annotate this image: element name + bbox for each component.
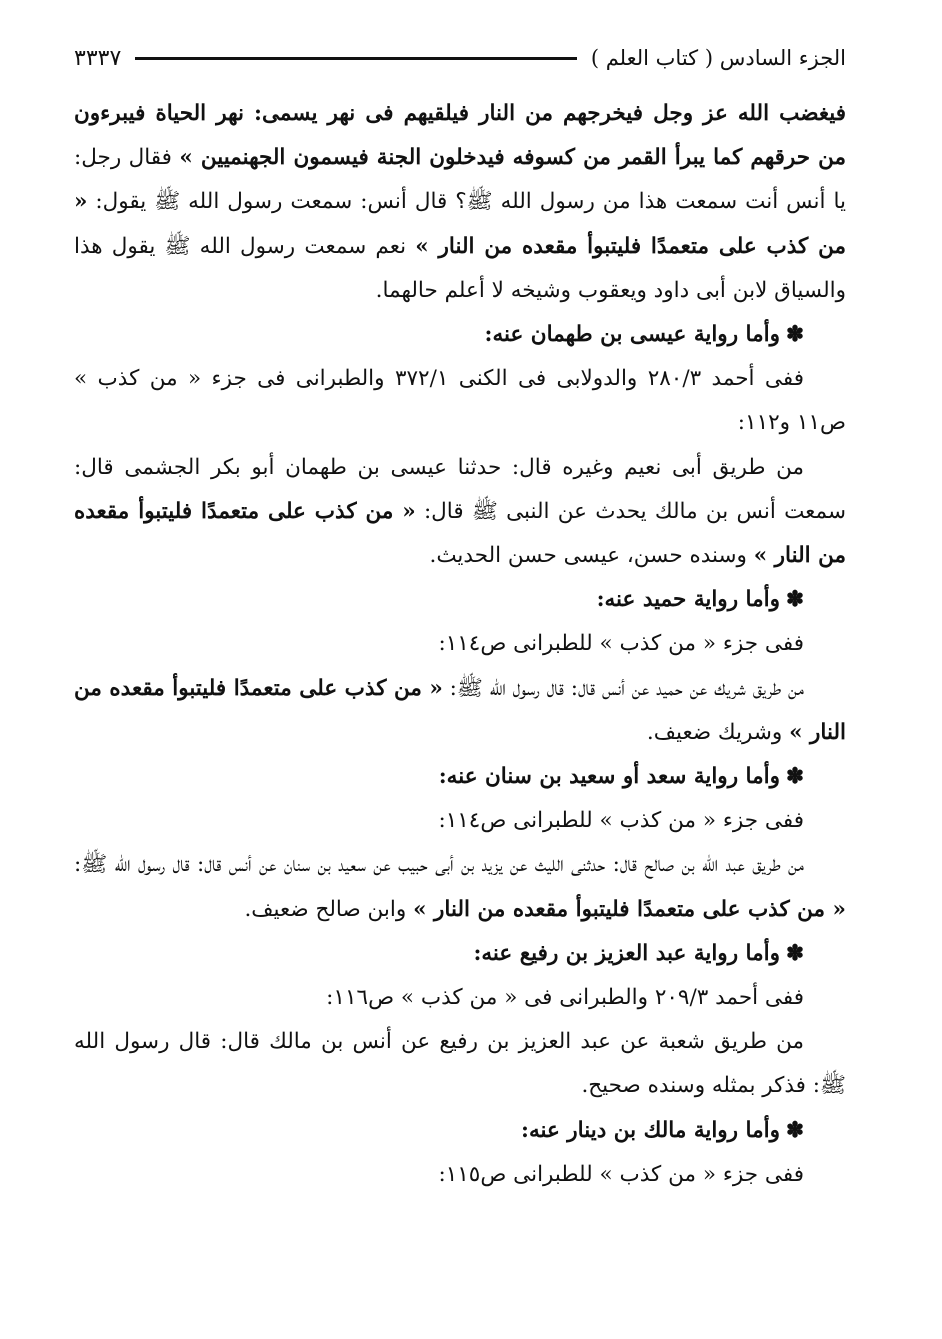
star-icon: ✽ bbox=[785, 1117, 804, 1143]
chain-paragraph bbox=[74, 843, 846, 931]
intro-paragraph bbox=[74, 92, 846, 313]
body-text: من طريق شريك عن حميد عن أنس قال: قال رسول الله ﷺ: bbox=[442, 675, 804, 701]
source-line: ففى أحمد ٢٠٩/٣ والطبرانى فى « من كذب » ص١١٦: bbox=[326, 985, 804, 1011]
hadith-quote: « من كذب على متعمدًا فليتبوأ مقعده من النار » bbox=[74, 189, 846, 259]
section-heading: ✽وأما رواية مالك بن دينار عنه: bbox=[521, 1117, 804, 1143]
hadith-quote: « من كذب على متعمدًا فليتبوأ مقعده من النار » bbox=[413, 896, 846, 922]
source-line: ففى جزء « من كذب » للطبرانى ص١١٤: bbox=[438, 808, 804, 834]
page-number: ٣٣٣٧ bbox=[74, 45, 122, 71]
chain-paragraph: من طريق شعبة عن عبد العزيز بن رفيع عن أنس بن مالك قال: قال رسول الله ﷺ: فذكر بمثله وسنده صحيح. bbox=[74, 1029, 846, 1099]
star-icon: ✽ bbox=[785, 764, 804, 790]
hadith-quote: « من كذب على متعمدًا فليتبوأ مقعده من النار » bbox=[74, 498, 846, 569]
body-text: وابن صالح ضعيف. bbox=[244, 896, 414, 922]
page-header bbox=[74, 38, 846, 78]
section-heading: ✽وأما رواية عبد العزيز بن رفيع عنه: bbox=[473, 940, 804, 966]
star-icon: ✽ bbox=[785, 322, 804, 348]
source-line: ففى جزء « من كذب » للطبرانى ص١١٥: bbox=[438, 1161, 804, 1187]
body-text: فقال رجل: يا أنس أنت سمعت هذا من رسول الله ﷺ؟ قال أنس: سمعت رسول الله ﷺ يقول: bbox=[74, 145, 846, 215]
chain-paragraph bbox=[74, 667, 846, 755]
section-heading: ✽وأما رواية سعد أو سعيد بن سنان عنه: bbox=[438, 764, 804, 790]
body-text: وشريك ضعيف. bbox=[646, 719, 790, 745]
header-rule bbox=[135, 57, 577, 60]
hadith-text: فيغضب الله عز وجل فيخرجهم من النار فيلقيهم فى نهر يسمى: نهر الحياة فيبرءون من حرقهم كما يبرأ القمر من كسوفه فيدخلون الجنة فيسمون الجهنميين » bbox=[74, 101, 846, 171]
section-heading: ✽وأما رواية حميد عنه: bbox=[596, 587, 804, 613]
source-line: ففى جزء « من كذب » للطبرانى ص١١٤: bbox=[438, 631, 804, 657]
body-text: نعم سمعت رسول الله ﷺ يقول هذا والسياق لابن أبى داود ويعقوب وشيخه لا أعلم حالهما. bbox=[74, 233, 846, 303]
body-text: وسنده حسن، عيسى حسن الحديث. bbox=[429, 543, 754, 569]
body-text: من طريق عبد الله بن صالح قال: حدثنى الليث عن يزيد بن أبى حبيب عن سعيد بن سنان عن أنس قال: قال رسول الله ﷺ: bbox=[74, 852, 804, 878]
star-icon: ✽ bbox=[785, 587, 804, 613]
chain-paragraph bbox=[74, 446, 846, 579]
body-text: من طريق أبى نعيم وغيره قال: حدثنا عيسى بن طهمان أبو بكر الجشمى قال: سمعت أنس بن مالك يحدث عن النبى ﷺ قال: bbox=[74, 454, 846, 524]
page-body bbox=[74, 92, 846, 1197]
source-line: ففى أحمد ٢٨٠/٣ والدولابى فى الكنى ٣٧٢/١ والطبرانى فى جزء « من كذب » ص١١ و١١٢: bbox=[74, 366, 846, 436]
star-icon: ✽ bbox=[785, 940, 804, 966]
running-head: الجزء السادس ( كتاب العلم ) bbox=[590, 46, 846, 70]
hadith-quote: « من كذب على متعمدًا فليتبوأ مقعده من النار » bbox=[74, 675, 846, 745]
section-heading: ✽وأما رواية عيسى بن طهمان عنه: bbox=[484, 322, 804, 348]
